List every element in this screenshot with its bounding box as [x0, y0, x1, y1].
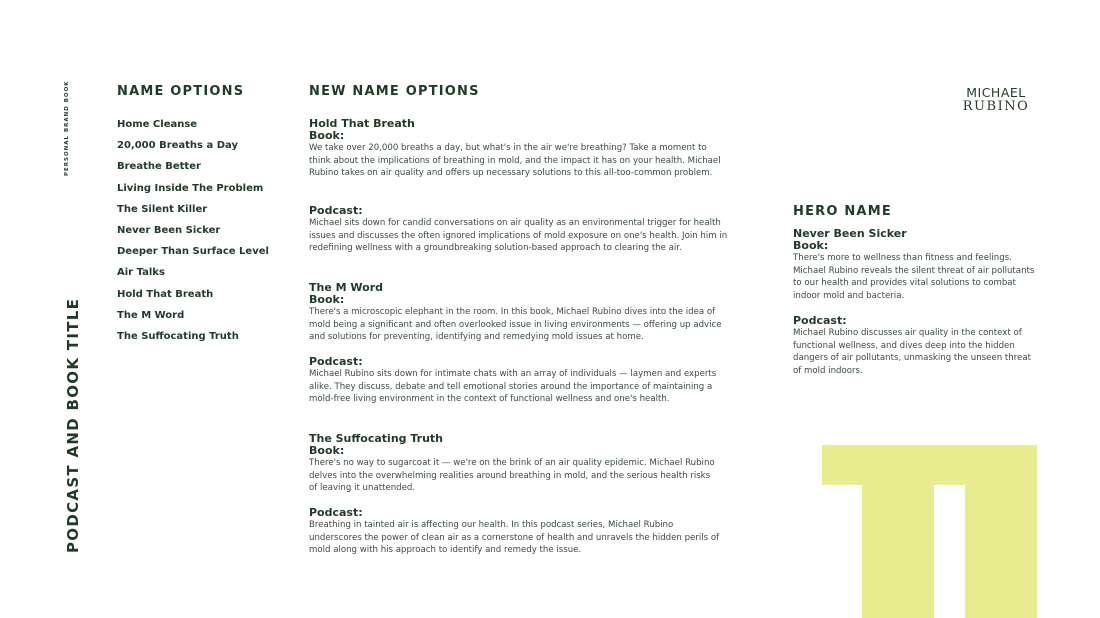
list-item: The Silent Killer [117, 203, 208, 215]
hero-entry [793, 227, 1043, 302]
book-label: Book: [309, 129, 345, 142]
podcast-description: Michael sits down for candid conversations on air quality as an environmental trigger for health issues and discusses the often ignored implications of mold exposure on one's health. Join him in redefining wellness with a groundbreaking solution-based approach to clearing the air. [309, 218, 728, 253]
entry-title: Hold That Breath [309, 117, 415, 130]
hero-podcast [793, 315, 1043, 377]
entry-title: The M Word [309, 281, 383, 294]
personal-brand-book-label: PERSONAL BRAND BOOK [64, 80, 70, 176]
hero-name-heading: HERO NAME [793, 204, 892, 219]
list-item: Home Cleanse [117, 119, 198, 130]
podcast-label: Podcast: [309, 506, 363, 519]
entry-the-m-word-podcast [309, 356, 734, 406]
logo-last-name: RUBINO [962, 99, 1030, 114]
hero-book-description: There's more to wellness than fitness and feelings. Michael Rubino reveals the silent threat of air pollutants to our health and provides vital solutions to combat indoor mold and bacteria. [793, 253, 1035, 301]
book-description: There's a microscopic elephant in the room. In this book, Michael Rubino dives into the idea of mold being a significant and often overlooked issue in living environments — offering up advice and solutions for preventing, identifying and remedying mold issues at home. [309, 307, 722, 342]
new-name-options-heading: NEW NAME OPTIONS [309, 84, 480, 99]
book-label: Book: [309, 293, 345, 306]
list-item: Deeper Than Surface Level [117, 246, 269, 258]
podcast-label: Podcast: [309, 355, 363, 368]
michael-rubino-logo [950, 86, 1042, 114]
list-item: Air Talks [117, 267, 165, 279]
list-item: 20,000 Breaths a Day [117, 140, 238, 152]
list-item: Living Inside The Problem [117, 182, 264, 194]
logo-first-name: MICHAEL [966, 85, 1026, 100]
book-description: We take over 20,000 breaths a day, but what's in the air we're breathing? Take a moment to think about the implications of breathing in mold, and the impact it has on your health. Michael Rubino takes on air quality and offers up necessary solutions to this all-too-common problem. [309, 143, 721, 178]
digit-flag [822, 445, 862, 485]
podcast-label: Podcast: [793, 314, 847, 327]
list-item: Hold That Breath [117, 288, 214, 300]
hero-title: Never Been Sicker [793, 227, 907, 240]
name-options-list [117, 119, 269, 352]
entry-the-m-word [309, 281, 734, 344]
digit-flag [925, 445, 965, 485]
book-label: Book: [793, 239, 829, 252]
entry-the-suffocating-truth-podcast [309, 507, 734, 557]
podcast-description: Michael Rubino sits down for intimate chats with an array of individuals — laymen and experts alike. They discuss, debate and tell emotional stories around the importance of maintaining a mold-free living environment in the context of functional wellness and one's health. [309, 369, 717, 404]
entry-hold-that-breath-podcast [309, 205, 734, 255]
section-title-vertical: PODCAST AND BOOK TITLE [64, 297, 82, 553]
name-options-heading: NAME OPTIONS [117, 84, 245, 99]
page-number-digit [965, 445, 1037, 618]
list-item: The Suffocating Truth [117, 330, 239, 342]
podcast-description: Breathing in tainted air is affecting our health. In this podcast series, Michael Rubino underscores the power of clean air as a cornerstone of health and unravels the hidden perils of mold along with his approach to identify and remedy the issue. [309, 520, 720, 555]
hero-podcast-description: Michael Rubino discusses air quality in the context of functional wellness, and dives deep into the hidden dangers of air pollutants, unmasking the unseen threat of mold indoors. [793, 328, 1031, 376]
list-item: The M Word [117, 309, 185, 321]
book-label: Book: [309, 444, 345, 457]
book-description: There's no way to sugarcoat it — we're on the brink of an air quality epidemic. Michael Rubino delves into the overwhelming realities around breathing in mold, and the serious health risks of leaving it unattended. [309, 458, 715, 493]
entry-hold-that-breath [309, 117, 734, 180]
list-item: Breathe Better [117, 161, 201, 173]
entry-the-suffocating-truth [309, 432, 734, 495]
list-item: Never Been Sicker [117, 224, 221, 236]
podcast-label: Podcast: [309, 204, 363, 217]
page-number-digit [862, 445, 934, 618]
entry-title: The Suffocating Truth [309, 432, 443, 445]
